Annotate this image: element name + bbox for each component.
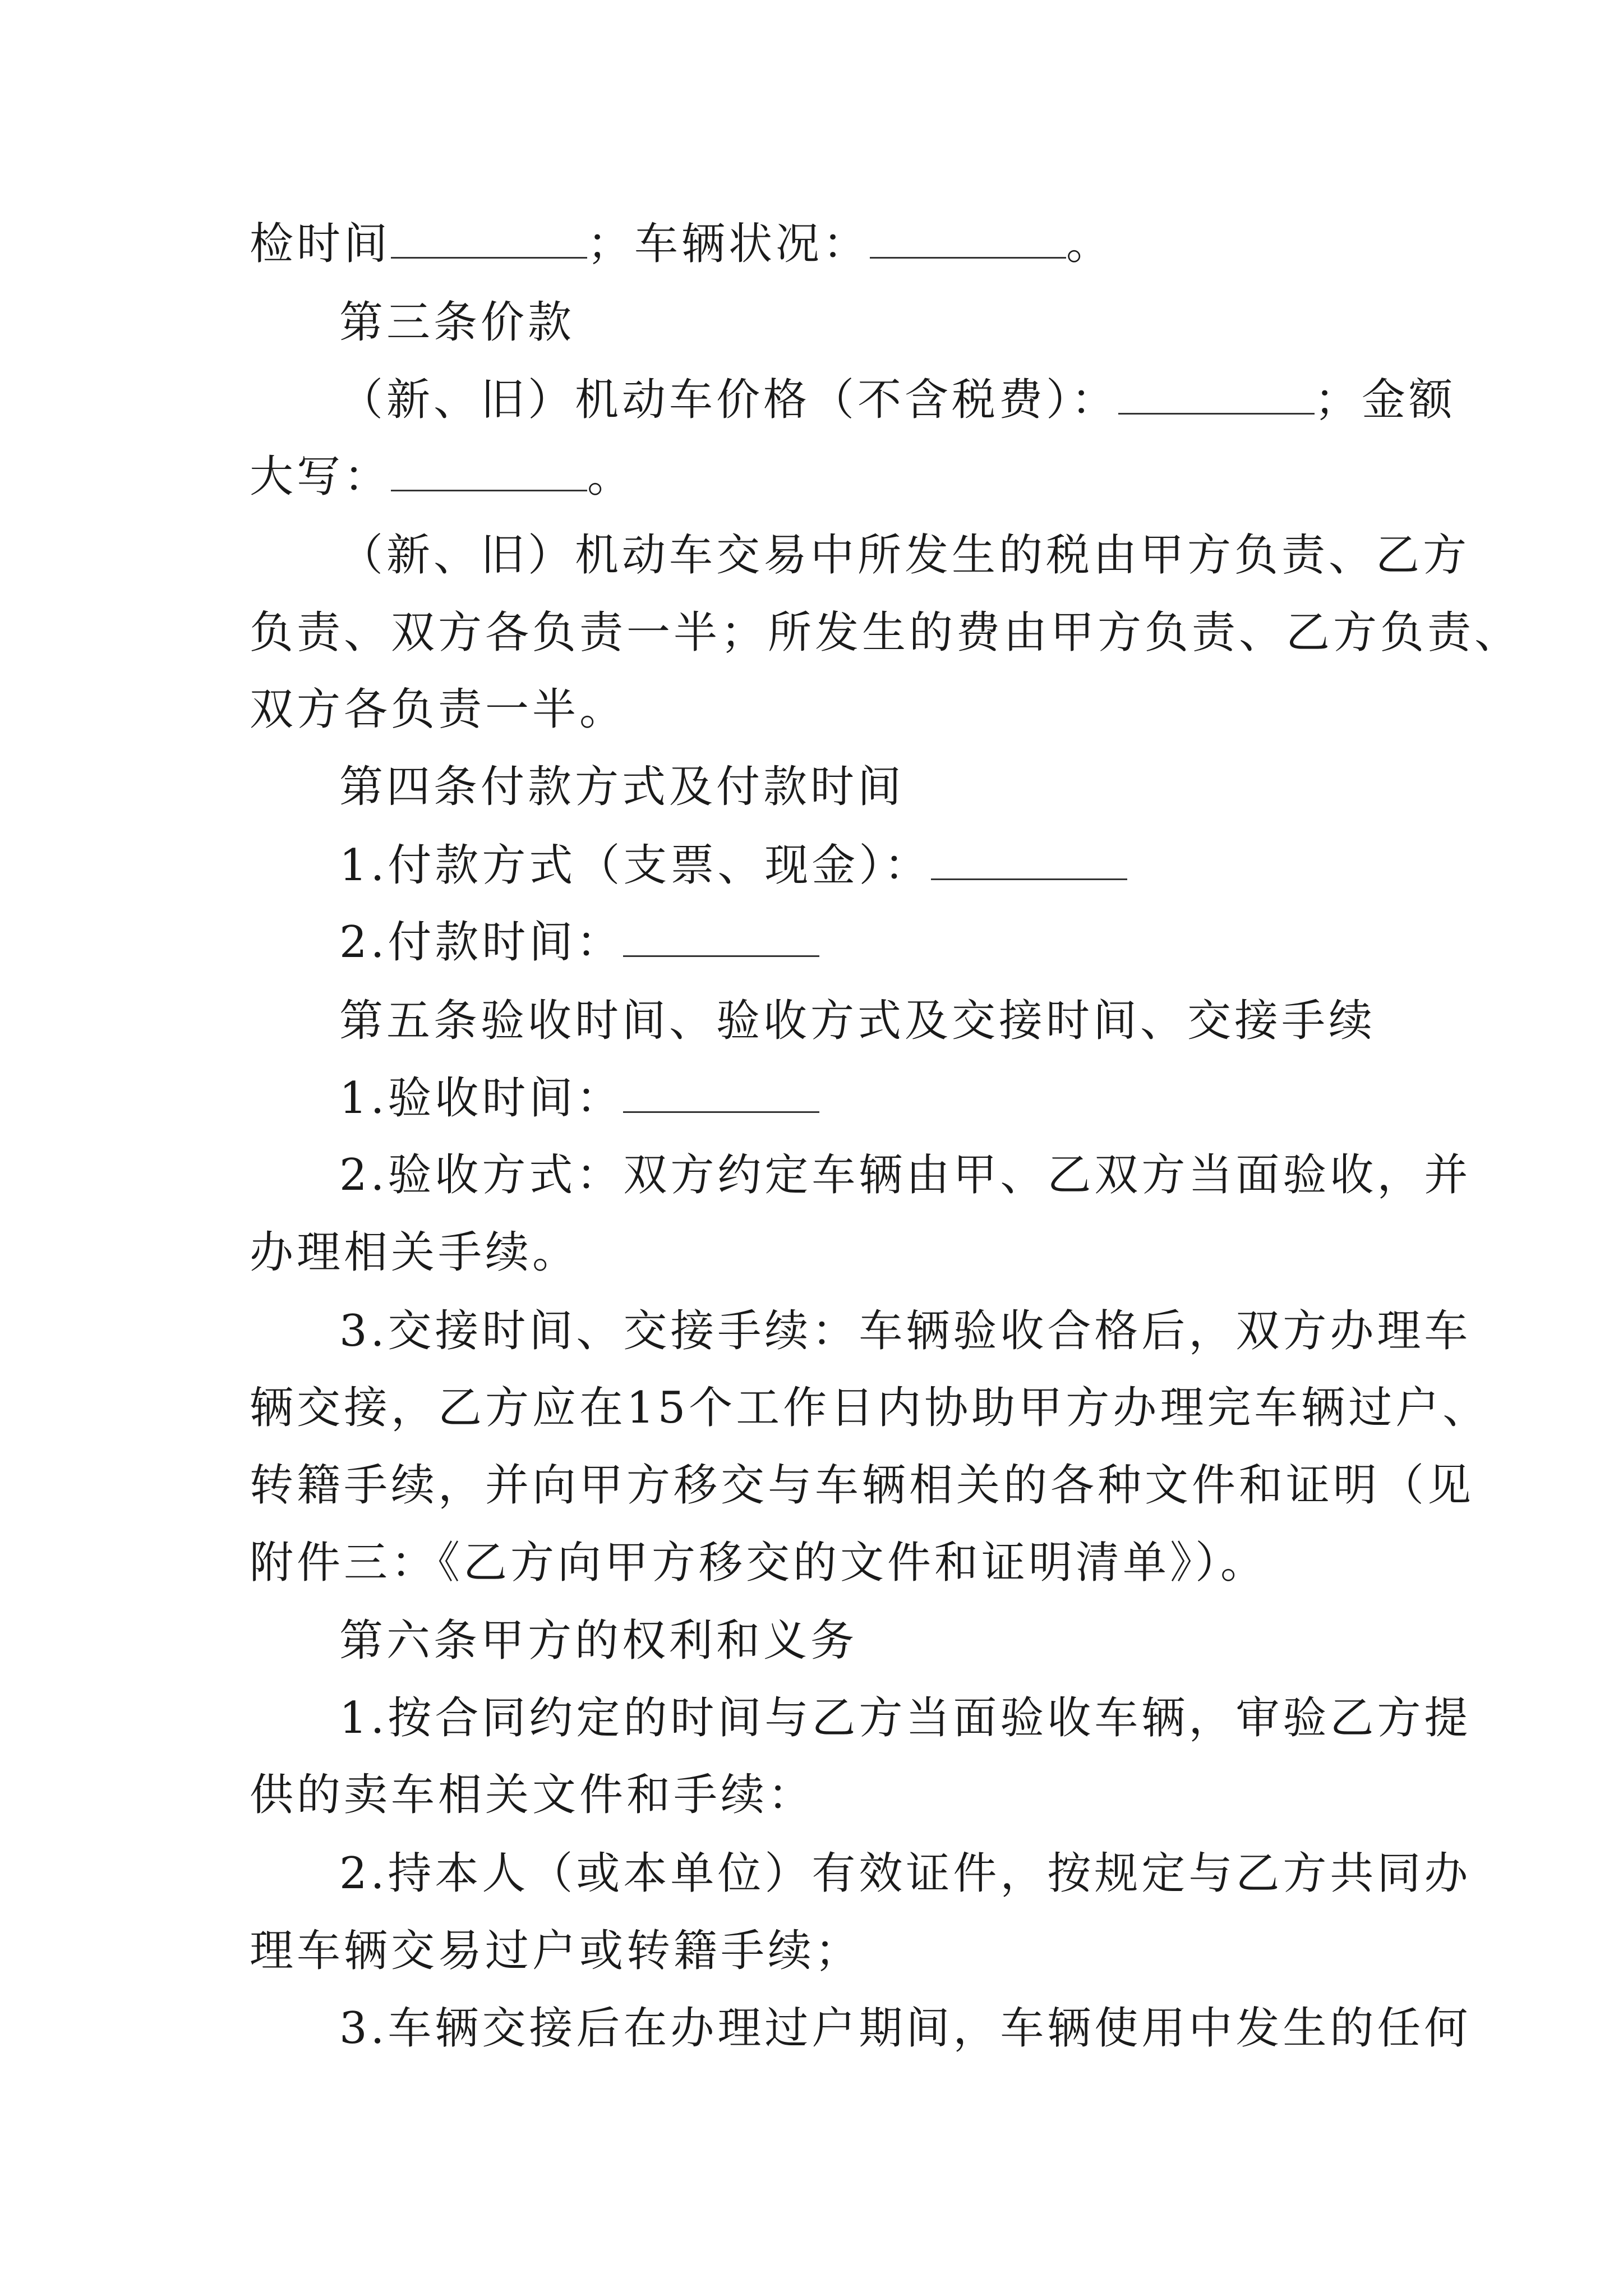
text-line xyxy=(339,2000,1471,2056)
line-text: 转籍手续，并向甲方移交与车辆相关的各种文件和证明（见 xyxy=(250,1460,1475,1511)
text-line xyxy=(250,449,634,505)
line-text: 负责、双方各负责一半；所发生的费由甲方负责、乙方负责、 xyxy=(250,608,1522,658)
section-heading xyxy=(339,1613,857,1669)
line-text: 1.付款方式（支票、现金）： xyxy=(339,840,932,891)
fill-blank[interactable] xyxy=(391,218,587,259)
text-line xyxy=(339,527,1470,583)
line-text: 2.持本人（或本单位）有效证件，按规定与乙方共同办 xyxy=(339,1848,1472,1899)
text-line xyxy=(339,1690,1471,1746)
line-text: 供的卖车相关文件和手续： xyxy=(250,1770,815,1820)
line-text: 第六条甲方的权利和义务 xyxy=(339,1616,858,1666)
text-line xyxy=(250,682,626,738)
line-text: 1.按合同约定的时间与乙方当面验收车辆，审验乙方提 xyxy=(339,1693,1472,1743)
line-text: 第三条价款 xyxy=(339,297,575,348)
line-text: 3.车辆交接后在办理过户期间，车辆使用中发生的任何 xyxy=(339,2003,1472,2054)
section-heading xyxy=(339,295,575,351)
fill-blank[interactable] xyxy=(391,450,587,491)
line-text: 1.验收时间： xyxy=(339,1073,624,1124)
fill-blank[interactable] xyxy=(623,1072,819,1113)
line-text: （新、旧）机动车价格（不含税费）： xyxy=(339,375,1119,425)
line-text: 。 xyxy=(1066,219,1114,269)
line-text: 第四条付款方式及付款时间 xyxy=(339,762,905,812)
fill-blank[interactable] xyxy=(870,218,1066,259)
text-line xyxy=(250,1535,1267,1591)
line-text: 检时间 xyxy=(250,219,391,269)
line-text: 大写： xyxy=(250,452,391,502)
fill-blank[interactable] xyxy=(931,839,1127,880)
line-text: 辆交接，乙方应在15个工作日内协助甲方办理完车辆过户、 xyxy=(250,1383,1490,1433)
fill-blank[interactable] xyxy=(1118,374,1315,415)
text-line xyxy=(250,1380,1490,1436)
line-text: 3.交接时间、交接手续：车辆验收合格后，双方办理车 xyxy=(339,1306,1472,1356)
text-line xyxy=(339,1846,1471,1902)
fill-blank[interactable] xyxy=(623,916,819,957)
text-line xyxy=(339,838,1127,894)
text-line xyxy=(339,914,819,970)
line-text: 理车辆交易过户或转籍手续； xyxy=(250,1926,863,1976)
line-text: 2.验收方式：双方约定车辆由甲、乙双方当面验收，并 xyxy=(339,1150,1472,1200)
text-line xyxy=(250,1767,815,1823)
line-text: ；车辆状况： xyxy=(587,219,870,269)
line-text: ；金额 xyxy=(1315,375,1456,425)
text-line xyxy=(250,1923,862,1979)
line-text: 。 xyxy=(587,452,635,502)
text-line xyxy=(250,1225,579,1281)
line-text: 第五条验收时间、验收方式及交接时间、交接手续 xyxy=(339,996,1376,1046)
text-line xyxy=(250,216,1113,272)
text-line xyxy=(339,372,1456,428)
line-text: （新、旧）机动车交易中所发生的税由甲方负责、乙方 xyxy=(339,530,1470,581)
line-text: 办理相关手续。 xyxy=(250,1227,580,1278)
text-line xyxy=(339,1303,1471,1359)
line-text: 2.付款时间： xyxy=(339,917,624,968)
text-line xyxy=(339,1147,1471,1203)
text-line xyxy=(250,605,1521,661)
line-text: 双方各负责一半。 xyxy=(250,684,627,735)
line-text: 附件三：《乙方向甲方移交的文件和证明清单》）。 xyxy=(250,1538,1268,1588)
section-heading xyxy=(339,993,1376,1049)
text-line xyxy=(250,1457,1474,1513)
section-heading xyxy=(339,759,905,815)
text-line xyxy=(339,1070,819,1126)
